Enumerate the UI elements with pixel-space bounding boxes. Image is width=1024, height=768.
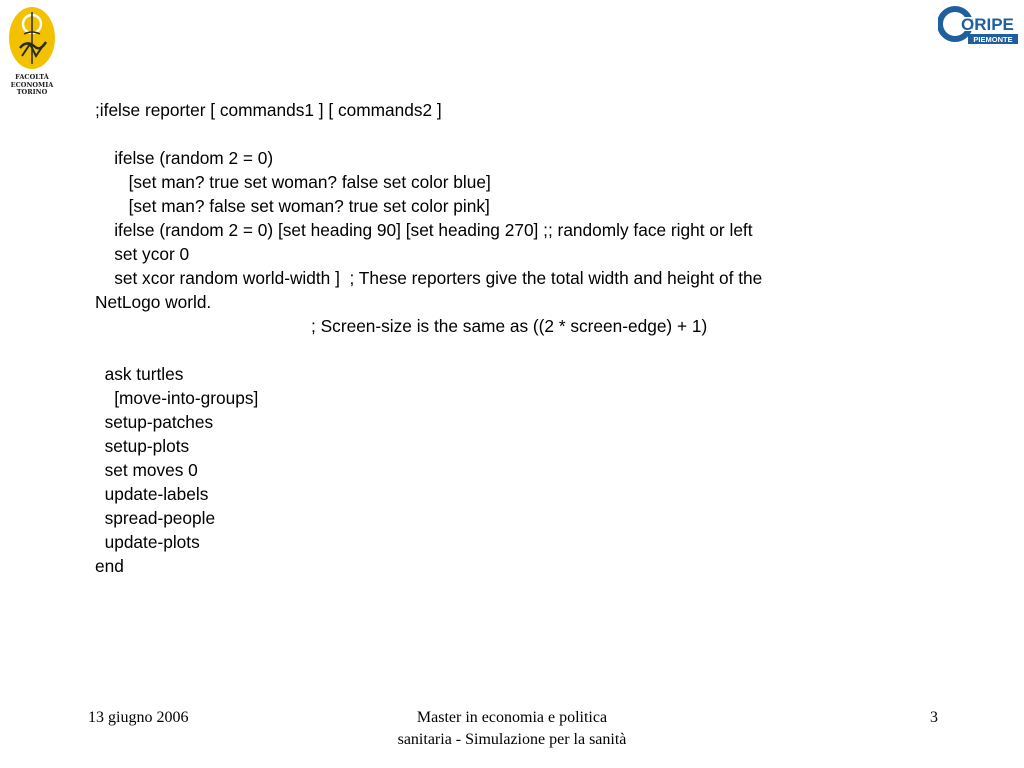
facolta-emblem-icon	[6, 4, 58, 74]
page-number: 3	[930, 709, 938, 726]
coripe-logo	[938, 4, 1020, 46]
code-line: update-plots	[95, 532, 200, 552]
code-line: set xcor random world-width ] ; These reporters give the total width and height of the	[95, 268, 763, 288]
code-line: end	[95, 556, 124, 576]
facolta-logo-lettering	[6, 74, 58, 97]
code-line: setup-plots	[95, 436, 190, 456]
coripe-main-text: ORIPE	[961, 15, 1014, 34]
code-line: set moves 0	[95, 460, 198, 480]
footer-title-line: sanitaria - Simulazione per la sanità	[397, 731, 627, 748]
logo-text-line: TORINO	[16, 88, 48, 96]
code-line: ifelse (random 2 = 0)	[95, 148, 274, 168]
code-line	[95, 338, 895, 362]
code-line: set ycor 0	[95, 244, 190, 264]
code-line: [move-into-groups]	[95, 388, 259, 408]
coripe-emblem-icon	[938, 4, 1020, 46]
code-line: NetLogo world.	[95, 292, 212, 312]
code-line: update-labels	[95, 484, 209, 504]
code-block	[95, 98, 895, 578]
footer-title-line: Master in economia e politica	[416, 709, 608, 726]
code-line	[95, 122, 895, 146]
code-line: ask turtles	[95, 364, 184, 384]
facolta-economia-logo	[6, 4, 58, 96]
logo-text-line: ECONOMIA	[10, 80, 54, 89]
code-line: spread-people	[95, 508, 216, 528]
logo-text-line: FACOLTÀ	[15, 73, 49, 81]
code-line: ; Screen-size is the same as ((2 * screen-edge) + 1)	[95, 316, 708, 336]
code-line: ;ifelse reporter [ commands1 ] [ commands2 ]	[95, 100, 442, 120]
code-line: [set man? false set woman? true set color pink]	[95, 196, 490, 216]
coripe-sub-text: PIEMONTE	[973, 35, 1013, 44]
code-line: [set man? true set woman? false set color blue]	[95, 172, 491, 192]
footer-date: 13 giugno 2006	[88, 709, 189, 726]
footer-title	[340, 707, 684, 751]
code-line: ifelse (random 2 = 0) [set heading 90] [set heading 270] ;; randomly face right or left	[95, 220, 753, 240]
code-line: setup-patches	[95, 412, 214, 432]
